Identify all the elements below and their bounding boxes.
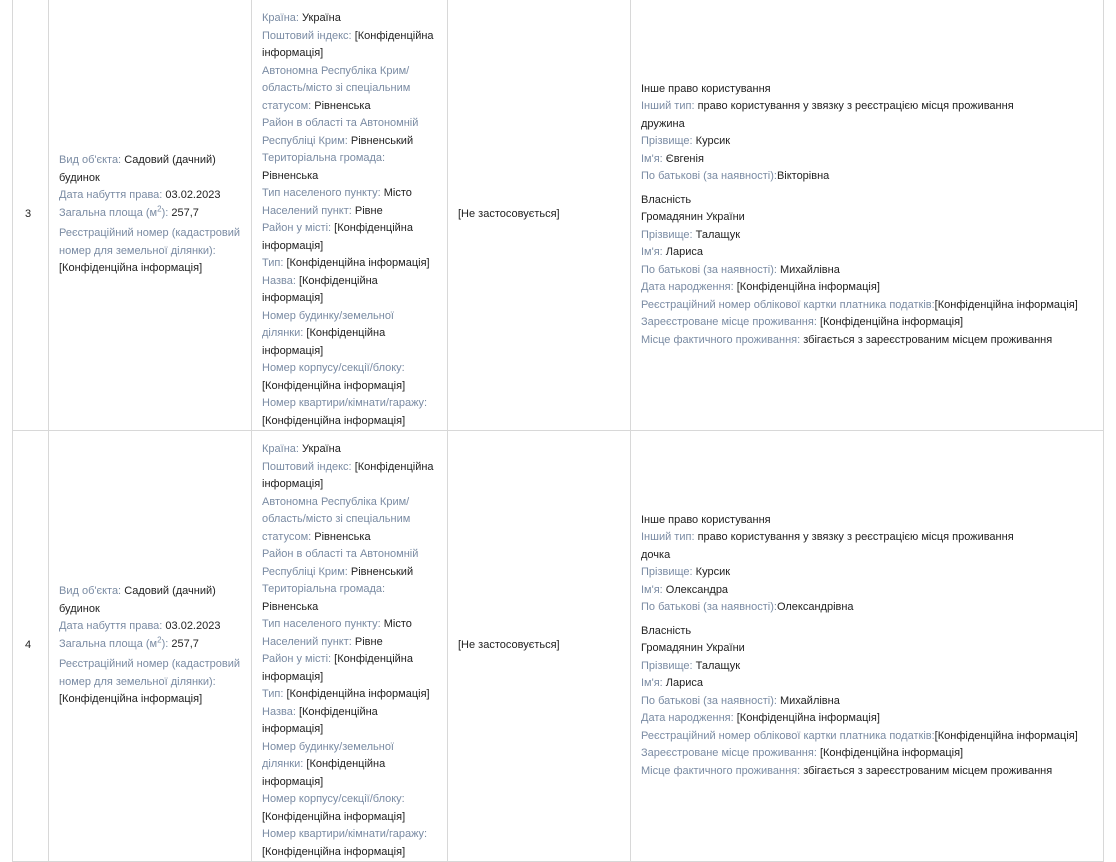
street-type-value: [Конфіденційна інформація] [286,688,430,700]
community-value: Рівненська [262,169,319,182]
rights-cell [631,0,1104,431]
surname-label: Прізвище: [641,135,693,148]
apartment-label: Номер квартири/кімнати/гаражу: [262,397,428,409]
surname-value: Курсик [695,135,731,148]
not-applicable-cell [448,0,631,431]
relation-value: дружина [641,117,685,130]
street-name-label: Назва: [262,705,296,718]
registered-residence-value: [Конфіденційна інформація] [819,747,964,760]
tax-number-label: Реєстраційний номер облікової картки платника податків: [641,298,935,311]
row-number-cell [13,0,49,431]
settlement-type-label: Тип населеного пункту: [262,618,381,630]
region-label: Автономна Республіка Крим/ область/місто зі спеціальним статусом: [262,495,411,543]
acquisition-date-label: Дата набуття права: [59,620,163,633]
registered-residence-label: Зареєстроване місце проживання: [641,747,817,760]
street-name-label: Назва: [262,274,296,287]
total-area-label: Загальна площа $(м^2)$: [59,635,169,650]
other-type-label: Інший тип: [641,531,695,544]
object-type-label: Вид об'єкта: [59,585,122,598]
region-value: Рівненська [314,530,371,543]
house-number-label: Номер будинку/земельної ділянки: [262,309,394,339]
other-right-title: Інше право користування [641,513,771,526]
district-label: Район в області та Автономній Республіці Крим: [262,117,419,147]
tax-number-label: Реєстраційний номер облікової картки платника податків: [641,729,935,742]
owner-surname-label: Прізвище: [641,228,693,241]
district-value: Рівненський [350,565,414,578]
relation-value: дочка [641,548,671,561]
city-district-label: Район у місті: [262,653,332,665]
block-label: Номер корпусу/секції/блоку: [262,362,405,374]
row-number: 3 [25,208,32,221]
row-number-cell [13,431,49,862]
block-value: [Конфіденційна інформація] [262,379,406,392]
house-number-value: [Конфіденційна інформація] [262,327,386,357]
other-type-value: право користування у звязку з реєстрацією місця проживання [697,100,1014,113]
region-value: Рівненська [314,99,371,112]
cadastral-number-value: [Конфіденційна інформація] [59,262,203,275]
ownership-title: Власність [641,193,692,206]
postal-value: [Конфіденційна інформація] [262,460,434,490]
not-applicable-text: [Не застосовується] [458,208,560,221]
street-type-label: Тип: [262,688,284,700]
cadastral-number-label: Реєстраційний номер (кадастровий номер для земельної ділянки): [59,658,240,688]
country-value: Україна [302,12,341,24]
house-number-label: Номер будинку/земельної ділянки: [262,740,394,770]
surname-label: Прізвище: [641,566,693,579]
owner-patronymic-label: По батькові (за наявності): [641,263,777,276]
district-label: Район в області та Автономній Республіці Крим: [262,548,419,578]
patronymic-value: Вікторівна [776,170,830,183]
city-district-value: [Конфіденційна інформація] [262,653,413,683]
postal-value: [Конфіденційна інформація] [262,29,434,59]
name-value: Євгенія [665,152,704,165]
ownership-title: Власність [641,624,692,637]
city-district-value: [Конфіденційна інформація] [262,222,413,252]
object-cell [49,0,252,431]
street-type-value: [Конфіденційна інформація] [286,257,430,269]
owner-patronymic-value: Михайлівна [780,263,840,276]
not-applicable-text: [Не застосовується] [458,639,560,652]
object-type-value: Садовий (дачний) будинок [59,585,216,615]
country-label: Країна: [262,12,299,24]
other-type-label: Інший тип: [641,100,695,113]
settlement-value: Рівне [354,635,383,648]
acquisition-date-value: 03.02.2023 [165,189,221,202]
city-district-label: Район у місті: [262,222,332,234]
owner-name-value: Лариса [665,246,704,259]
street-name-value: [Конфіденційна інформація] [262,705,378,735]
patronymic-value: Олександрівна [776,601,854,614]
other-type-value: право користування у звязку з реєстрацією місця проживання [697,531,1014,544]
object-type-label: Вид об'єкта: [59,154,122,167]
patronymic-label: По батькові (за наявності): [641,601,777,614]
postal-label: Поштовий індекс: [262,29,352,42]
apartment-value: [Конфіденційна інформація] [262,845,406,858]
name-label: Ім'я: [641,152,663,165]
actual-residence-label: Місце фактичного проживання: [641,333,801,346]
address-cell [252,0,448,431]
owner-surname-value: Талащук [695,659,741,672]
owner-patronymic-label: По батькові (за наявності): [641,694,777,707]
block-value: [Конфіденційна інформація] [262,810,406,823]
table-row [13,0,1104,431]
address-cell [252,431,448,862]
name-value: Олександра [665,583,729,596]
community-label: Територіальна громада: [262,152,386,164]
apartment-value: [Конфіденційна інформація] [262,414,406,427]
postal-label: Поштовий індекс: [262,460,352,473]
table-row [13,431,1104,862]
community-value: Рівненська [262,600,319,613]
birth-date-label: Дата народження: [641,712,734,725]
street-type-label: Тип: [262,257,284,269]
not-applicable-cell [448,431,631,862]
total-area-value: 257,7 [171,206,199,219]
owner-name-label: Ім'я: [641,246,663,259]
tax-number-value: [Конфіденційна інформація] [934,729,1078,742]
settlement-value: Рівне [354,204,383,217]
settlement-label: Населений пункт: [262,204,352,217]
owner-surname-label: Прізвище: [641,659,693,672]
community-label: Територіальна громада: [262,583,386,595]
patronymic-label: По батькові (за наявності): [641,170,777,183]
declaration-table [12,0,1104,862]
rights-cell [631,431,1104,862]
acquisition-date-label: Дата набуття права: [59,189,163,202]
owner-name-value: Лариса [665,677,704,690]
cadastral-number-label: Реєстраційний номер (кадастровий номер для земельної ділянки): [59,227,240,257]
street-name-value: [Конфіденційна інформація] [262,274,378,304]
registered-residence-label: Зареєстроване місце проживання: [641,316,817,329]
tax-number-value: [Конфіденційна інформація] [934,298,1078,311]
owner-patronymic-value: Михайлівна [780,694,840,707]
other-right-title: Інше право користування [641,82,771,95]
country-value: Україна [302,443,341,455]
actual-residence-value: збігається з зареєстрованим місцем проживання [803,764,1053,777]
citizenship-value: Громадянин України [641,211,745,224]
name-label: Ім'я: [641,583,663,596]
birth-date-value: [Конфіденційна інформація] [736,712,880,725]
acquisition-date-value: 03.02.2023 [165,620,221,633]
birth-date-value: [Конфіденційна інформація] [736,281,880,294]
cadastral-number-value: [Конфіденційна інформація] [59,693,203,706]
total-area-value: 257,7 [171,637,199,650]
district-value: Рівненський [350,134,414,147]
owner-name-label: Ім'я: [641,677,663,690]
actual-residence-label: Місце фактичного проживання: [641,764,801,777]
total-area-label: Загальна площа $(м^2)$: [59,204,169,219]
registered-residence-value: [Конфіденційна інформація] [819,316,964,329]
surname-value: Курсик [695,566,731,579]
block-label: Номер корпусу/секції/блоку: [262,793,405,805]
settlement-type-value: Місто [383,187,412,199]
actual-residence-value: збігається з зареєстрованим місцем проживання [803,333,1053,346]
birth-date-label: Дата народження: [641,281,734,294]
region-label: Автономна Республіка Крим/ область/місто зі спеціальним статусом: [262,64,411,112]
house-number-value: [Конфіденційна інформація] [262,758,386,788]
citizenship-value: Громадянин України [641,642,745,655]
object-type-value: Садовий (дачний) будинок [59,154,216,184]
owner-surname-value: Талащук [695,228,741,241]
settlement-type-value: Місто [383,618,412,630]
apartment-label: Номер квартири/кімнати/гаражу: [262,828,428,840]
row-number: 4 [25,639,32,652]
settlement-type-label: Тип населеного пункту: [262,187,381,199]
country-label: Країна: [262,443,299,455]
settlement-label: Населений пункт: [262,635,352,648]
object-cell [49,431,252,862]
